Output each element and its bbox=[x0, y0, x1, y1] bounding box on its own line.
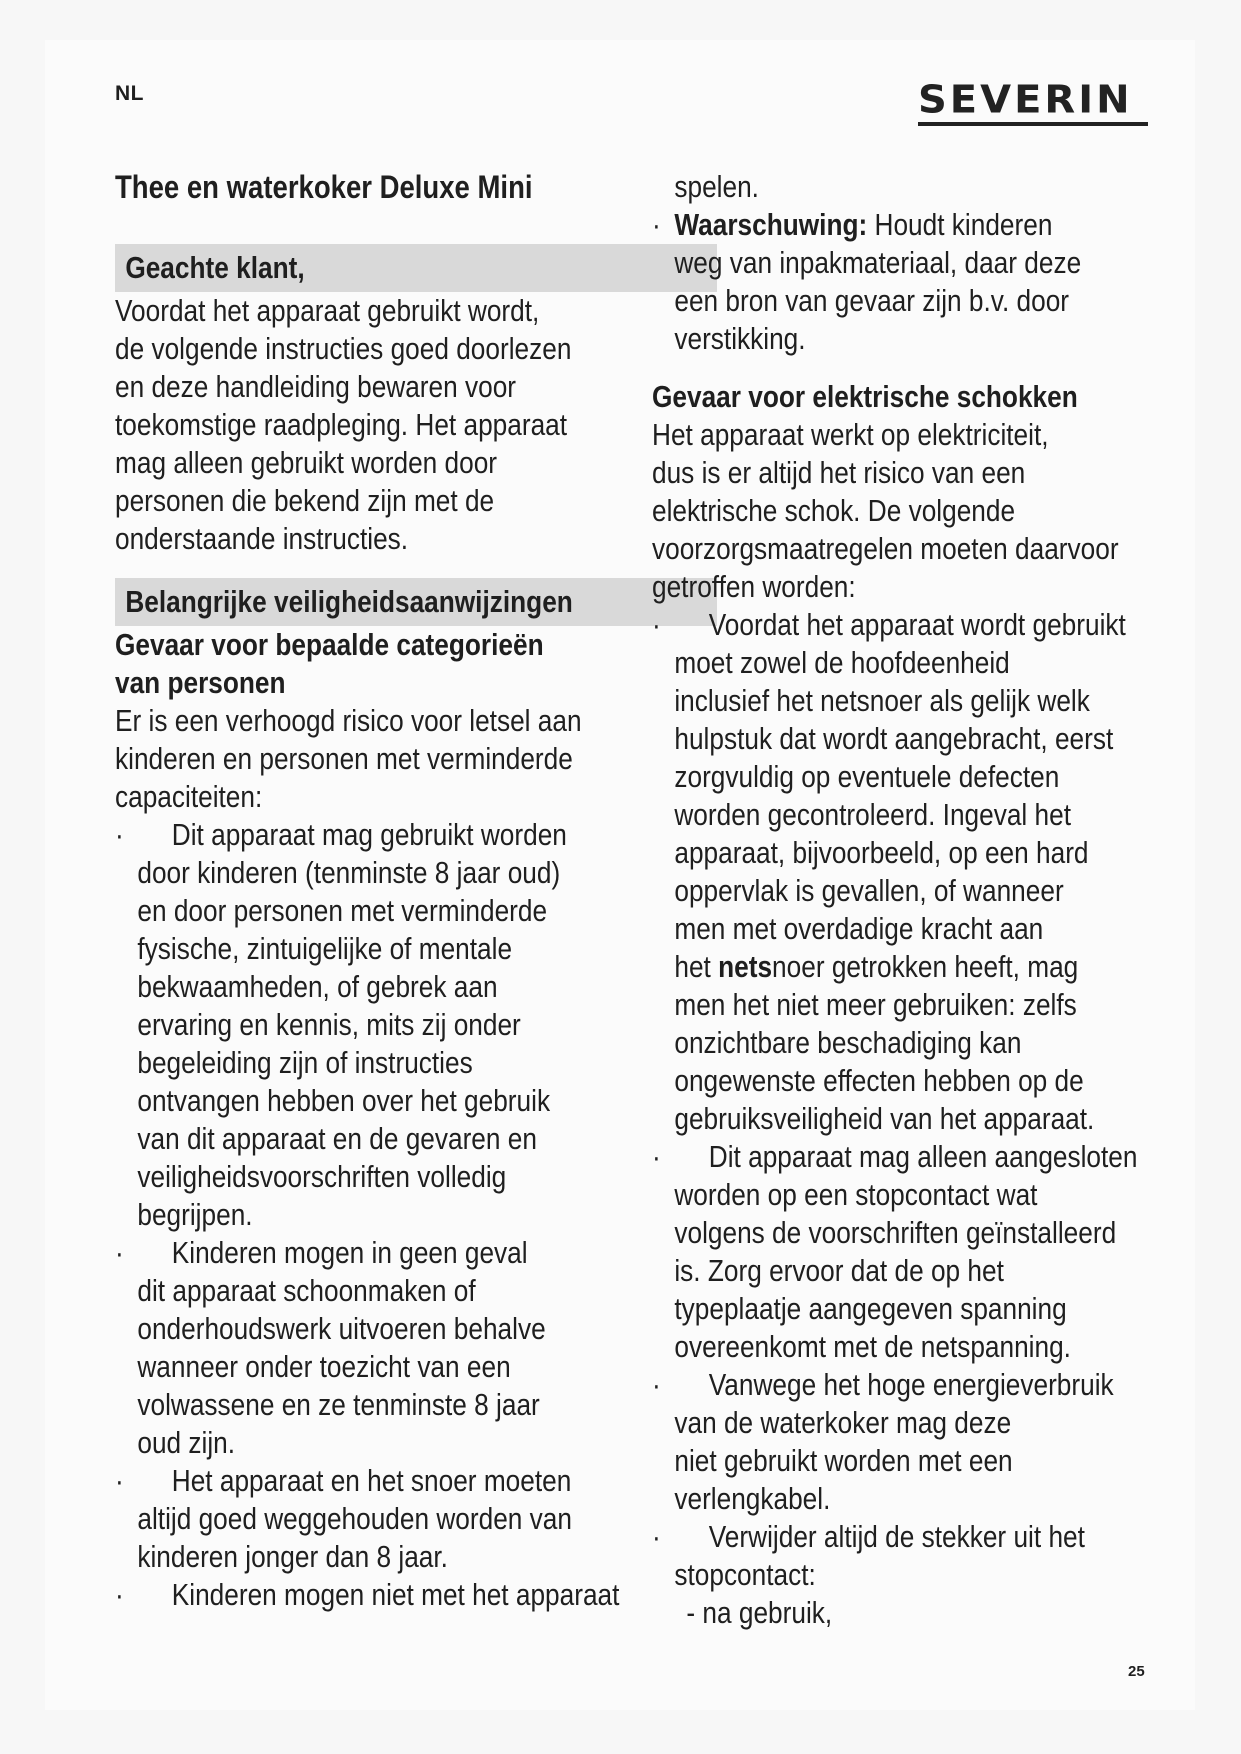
bullet-line: wanneer onder toezicht van een bbox=[137, 1350, 511, 1384]
list-item bbox=[115, 1234, 717, 1462]
warning-item bbox=[652, 206, 1181, 358]
page-number: 25 bbox=[1128, 1663, 1145, 1680]
bullet-dot: · bbox=[652, 608, 661, 642]
shock-intro: elektrische schok. De volgende bbox=[652, 494, 1016, 528]
bold-span: nets bbox=[718, 950, 773, 984]
document-title: Thee en waterkoker Deluxe Mini bbox=[115, 169, 533, 205]
bullet-line: Voordat het apparaat wordt gebruikt bbox=[708, 608, 1126, 642]
shock-intro: Het apparaat werkt op elektriciteit, bbox=[652, 418, 1049, 452]
bullet-dot: · bbox=[652, 1520, 661, 1554]
greeting-line: personen die bekend zijn met de bbox=[115, 484, 495, 518]
bullet-line-mixed bbox=[674, 948, 1181, 986]
bullet-line: zorgvuldig op eventuele defecten bbox=[674, 760, 1060, 794]
bullet-line: worden gecontroleerd. Ingeval het bbox=[674, 798, 1071, 832]
left-column bbox=[115, 168, 717, 1614]
bullet-line: hulpstuk dat wordt aangebracht, eerst bbox=[674, 722, 1114, 756]
bullet-dot: · bbox=[652, 1368, 661, 1402]
bullet-dot: · bbox=[115, 1578, 124, 1612]
list-item bbox=[115, 816, 717, 1234]
warning-line: een bron van gevaar zijn b.v. door bbox=[674, 284, 1070, 318]
bullet-line: men met overdadige kracht aan bbox=[674, 912, 1044, 946]
list-item bbox=[652, 1366, 1181, 1518]
bullet-dot: · bbox=[652, 1140, 661, 1174]
bullet-line: oud zijn. bbox=[137, 1426, 236, 1460]
greeting-line: mag alleen gebruikt worden door bbox=[115, 446, 498, 480]
dash-item: - na gebruik, bbox=[686, 1596, 833, 1630]
bullet-line: dit apparaat schoonmaken of bbox=[137, 1274, 476, 1308]
bullet-line: ervaring en kennis, mits zij onder bbox=[137, 1008, 521, 1042]
bullet-line: onzichtbare beschadiging kan bbox=[674, 1026, 1022, 1060]
list-item bbox=[652, 606, 1181, 1138]
greeting-line: de volgende instructies goed doorlezen bbox=[115, 332, 572, 366]
greeting-line: Voordat het apparaat gebruikt wordt, bbox=[115, 294, 540, 328]
warning-line: verstikking. bbox=[674, 322, 806, 356]
greeting-heading: Geachte klant, bbox=[115, 244, 717, 292]
bullet-dot: · bbox=[115, 818, 124, 852]
bullet-line: apparaat, bijvoorbeeld, op een hard bbox=[674, 836, 1089, 870]
list-item bbox=[115, 1462, 717, 1576]
bullet-line: van de waterkoker mag deze bbox=[674, 1406, 1012, 1440]
bullet-line: inclusief het netsnoer als gelijk welk bbox=[674, 684, 1090, 718]
bullet-line: Kinderen mogen niet met het apparaat bbox=[171, 1578, 620, 1612]
bullet-line: typeplaatje aangegeven spanning bbox=[674, 1292, 1067, 1326]
bullet-line: is. Zorg ervoor dat de op het bbox=[674, 1254, 1004, 1288]
brand-logo-underline bbox=[918, 122, 1148, 126]
bullet-line: onderhoudswerk uitvoeren behalve bbox=[137, 1312, 546, 1346]
list-item bbox=[652, 1138, 1181, 1366]
bullet-line: fysische, zintuigelijke of mentale bbox=[137, 932, 513, 966]
shock-intro: voorzorgsmaatregelen moeten daarvoor bbox=[652, 532, 1119, 566]
bullet-line: niet gebruikt worden met een bbox=[674, 1444, 1013, 1478]
greeting-line: onderstaande instructies. bbox=[115, 522, 409, 556]
bullet-line: Verwijder altijd de stekker uit het bbox=[708, 1520, 1085, 1554]
shock-heading: Gevaar voor elektrische schokken bbox=[652, 380, 1078, 414]
bullet-line: overeenkomt met de netspanning. bbox=[674, 1330, 1071, 1364]
right-column bbox=[652, 168, 1181, 1632]
bullet-line: kinderen jonger dan 8 jaar. bbox=[137, 1540, 448, 1574]
bullet-line: gebruiksveiligheid van het apparaat. bbox=[674, 1102, 1095, 1136]
bullet-line: men het niet meer gebruiken: zelfs bbox=[674, 988, 1077, 1022]
bullet-line: moet zowel de hoofdeenheid bbox=[674, 646, 1010, 680]
bullet-line: Het apparaat en het snoer moeten bbox=[171, 1464, 572, 1498]
bullet-line: Dit apparaat mag alleen aangesloten bbox=[708, 1140, 1138, 1174]
bullet-dot: · bbox=[115, 1236, 124, 1270]
greeting-line: en deze handleiding bewaren voor bbox=[115, 370, 517, 404]
list-item bbox=[652, 1518, 1181, 1594]
greeting-line: toekomstige raadpleging. Het apparaat bbox=[115, 408, 568, 442]
warning-line: weg van inpakmateriaal, daar deze bbox=[674, 246, 1082, 280]
text-span: noer getrokken heeft, mag bbox=[772, 950, 1079, 984]
bullet-line: Dit apparaat mag gebruikt worden bbox=[171, 818, 567, 852]
warning-text: Houdt kinderen bbox=[867, 208, 1053, 242]
bullet-line: ongewenste effecten hebben op de bbox=[674, 1064, 1084, 1098]
bullet-line: van dit apparaat en de gevaren en bbox=[137, 1122, 537, 1156]
text-span: het bbox=[674, 950, 719, 984]
category-heading: van personen bbox=[115, 666, 286, 700]
bullet-line: door kinderen (tenminste 8 jaar oud) bbox=[137, 856, 561, 890]
bullet-line: veiligheidsvoorschriften volledig bbox=[137, 1160, 507, 1194]
bullet-line: oppervlak is gevallen, of wanneer bbox=[674, 874, 1064, 908]
bullet-line: en door personen met verminderde bbox=[137, 894, 548, 928]
list-item bbox=[115, 1576, 717, 1614]
continuation-line: spelen. bbox=[674, 170, 759, 204]
brand-logo: SEVERIN bbox=[918, 78, 1133, 122]
bullet-line: worden op een stopcontact wat bbox=[674, 1178, 1038, 1212]
shock-intro: dus is er altijd het risico van een bbox=[652, 456, 1026, 490]
bullet-line: begrijpen. bbox=[137, 1198, 253, 1232]
category-intro: capaciteiten: bbox=[115, 780, 263, 814]
category-heading: Gevaar voor bepaalde categorieën bbox=[115, 628, 544, 662]
bullet-line: begeleiding zijn of instructies bbox=[137, 1046, 473, 1080]
language-code: NL bbox=[115, 82, 144, 105]
bullet-line: ontvangen hebben over het gebruik bbox=[137, 1084, 551, 1118]
bullet-line: Vanwege het hoge energieverbruik bbox=[708, 1368, 1114, 1402]
warning-label: Waarschuwing: bbox=[674, 208, 868, 242]
bullet-line: volgens de voorschriften geïnstalleerd bbox=[674, 1216, 1117, 1250]
bullet-line: altijd goed weggehouden worden van bbox=[137, 1502, 572, 1536]
category-intro: Er is een verhoogd risico voor letsel aan bbox=[115, 704, 582, 738]
bullet-dot: · bbox=[115, 1464, 124, 1498]
bullet-line: volwassene en ze tenminste 8 jaar bbox=[137, 1388, 540, 1422]
safety-heading: Belangrijke veiligheidsaanwijzingen bbox=[115, 578, 717, 626]
shock-intro: getroffen worden: bbox=[652, 570, 856, 604]
category-intro: kinderen en personen met verminderde bbox=[115, 742, 573, 776]
bullet-dot: · bbox=[652, 208, 661, 242]
bullet-line: bekwaamheden, of gebrek aan bbox=[137, 970, 498, 1004]
bullet-line: Kinderen mogen in geen geval bbox=[171, 1236, 528, 1270]
bullet-line: stopcontact: bbox=[674, 1558, 816, 1592]
bullet-line: verlengkabel. bbox=[674, 1482, 831, 1516]
